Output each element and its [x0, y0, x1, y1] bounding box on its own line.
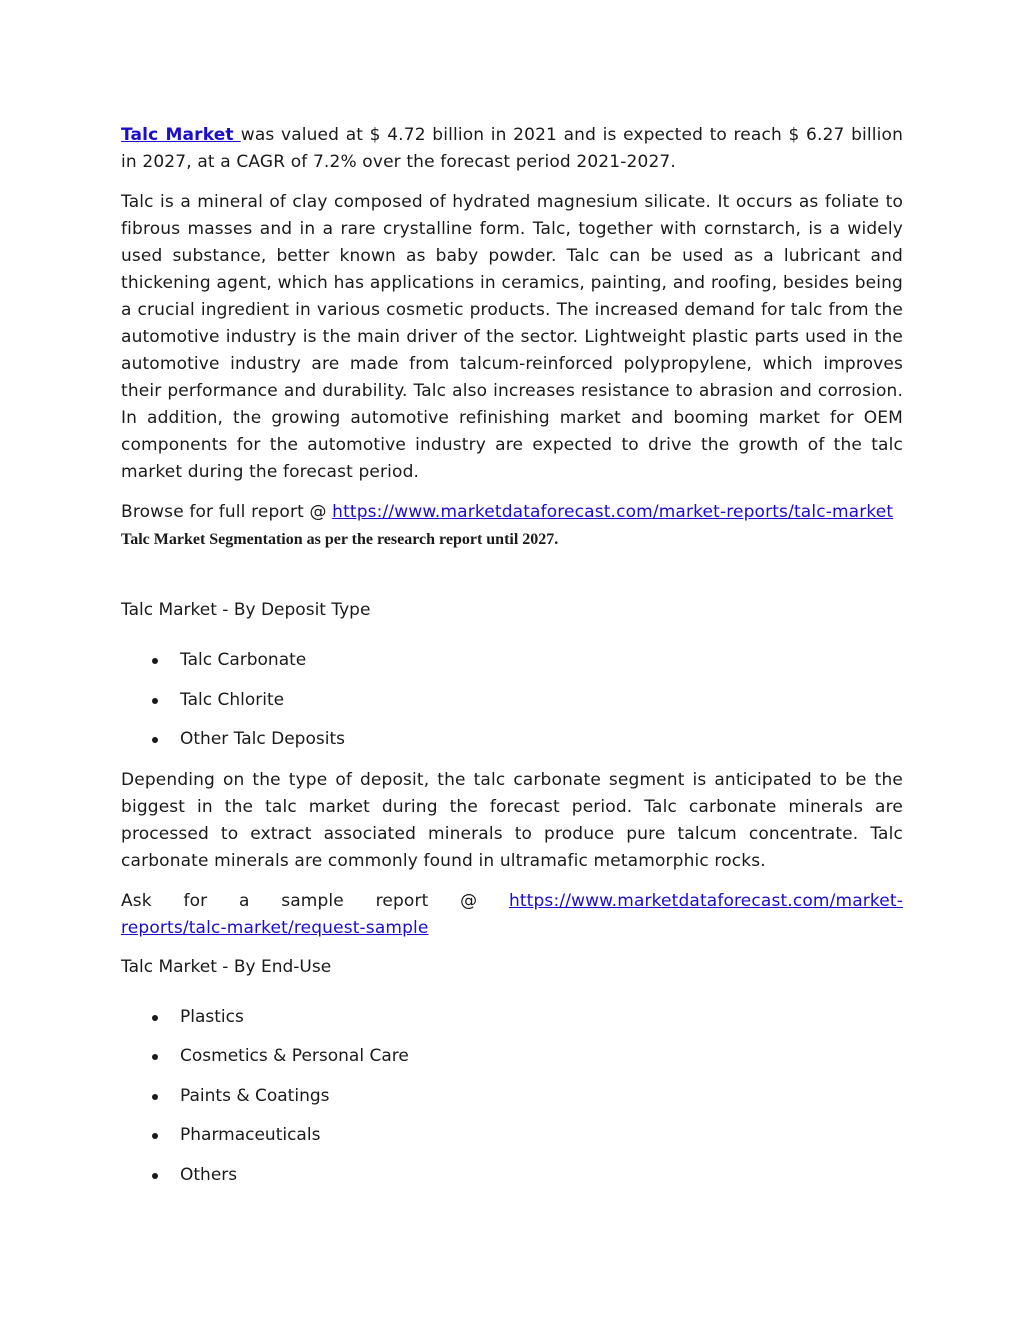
bullet-icon [152, 1173, 158, 1179]
deposit-paragraph: Depending on the type of deposit, the talc carbonate segment is anticipated to be the biggest in the talc market during the forecast period. Talc carbonate minerals are processed to extract associated minerals to produce pure talcum concentrate. Talc carbonate minerals are commonly found in ultramafic metamorphic rocks. [121, 769, 903, 871]
list-item: Paints & Coatings [121, 1084, 903, 1108]
intro-paragraph [121, 122, 903, 176]
end-use-heading: Talc Market - By End-Use [121, 956, 332, 977]
list-item: Pharmaceuticals [121, 1123, 903, 1147]
list-item: Cosmetics & Personal Care [121, 1044, 903, 1068]
sample-prefix: Ask for a sample report @ [121, 890, 509, 911]
bullet-icon [152, 737, 158, 743]
sample-report-link[interactable]: https://www.marketdataforecast.com/market-reports/talc-market/request-sample [121, 890, 903, 938]
talc-market-link[interactable]: Talc Market [121, 125, 241, 145]
description-paragraph: Talc is a mineral of clay composed of hydrated magnesium silicate. It occurs as foliate to fibrous masses and in a rare crystalline form. Talc, together with cornstarch, is a widely used substance, better known as baby powder. Talc can be used as a lubricant and thickening agent, which has applications in ceramics, painting, and roofing, besides being a crucial ingredient in various cosmetic products. The increased demand for talc from the automotive industry is the main driver of the sector. Lightweight plastic parts used in the automotive industry are made from talcum-reinforced polypropylene, which improves their performance and durability. Talc also increases resistance to abrasion and corrosion. In addition, the growing automotive refinishing market and booming market for OEM components for the automotive industry are expected to drive the growth of the talc market during the forecast period. [121, 192, 903, 482]
bullet-icon [152, 698, 158, 704]
full-report-link[interactable]: https://www.marketdataforecast.com/market-reports/talc-market [332, 502, 894, 522]
browse-prefix: Browse for full report @ [121, 502, 333, 522]
browse-paragraph [121, 499, 903, 526]
list-item: Other Talc Deposits [121, 727, 903, 751]
bullet-icon [152, 1094, 158, 1100]
bullet-icon [152, 1015, 158, 1021]
list-item: Others [121, 1163, 903, 1187]
list-item: Plastics [121, 1005, 903, 1029]
document-page [121, 122, 903, 1202]
list-item: Talc Chlorite [121, 688, 903, 712]
deposit-type-list [121, 648, 903, 751]
intro-text: was valued at $ 4.72 billion in 2021 and is expected to reach $ 6.27 billion in 2027, at a CAGR of 7.2% over the forecast period 2021-2027. [121, 125, 903, 172]
segmentation-title: Talc Market Segmentation as per the research report until 2027. [121, 531, 559, 548]
spacer [121, 622, 903, 648]
bullet-icon [152, 658, 158, 664]
sample-paragraph [121, 888, 903, 942]
deposit-type-heading: Talc Market - By Deposit Type [121, 600, 371, 620]
end-use-list [121, 1005, 903, 1187]
bullet-icon [152, 1133, 158, 1139]
bullet-icon [152, 1054, 158, 1060]
spacer [121, 979, 903, 1005]
spacer [121, 550, 903, 598]
list-item: Talc Carbonate [121, 648, 903, 672]
